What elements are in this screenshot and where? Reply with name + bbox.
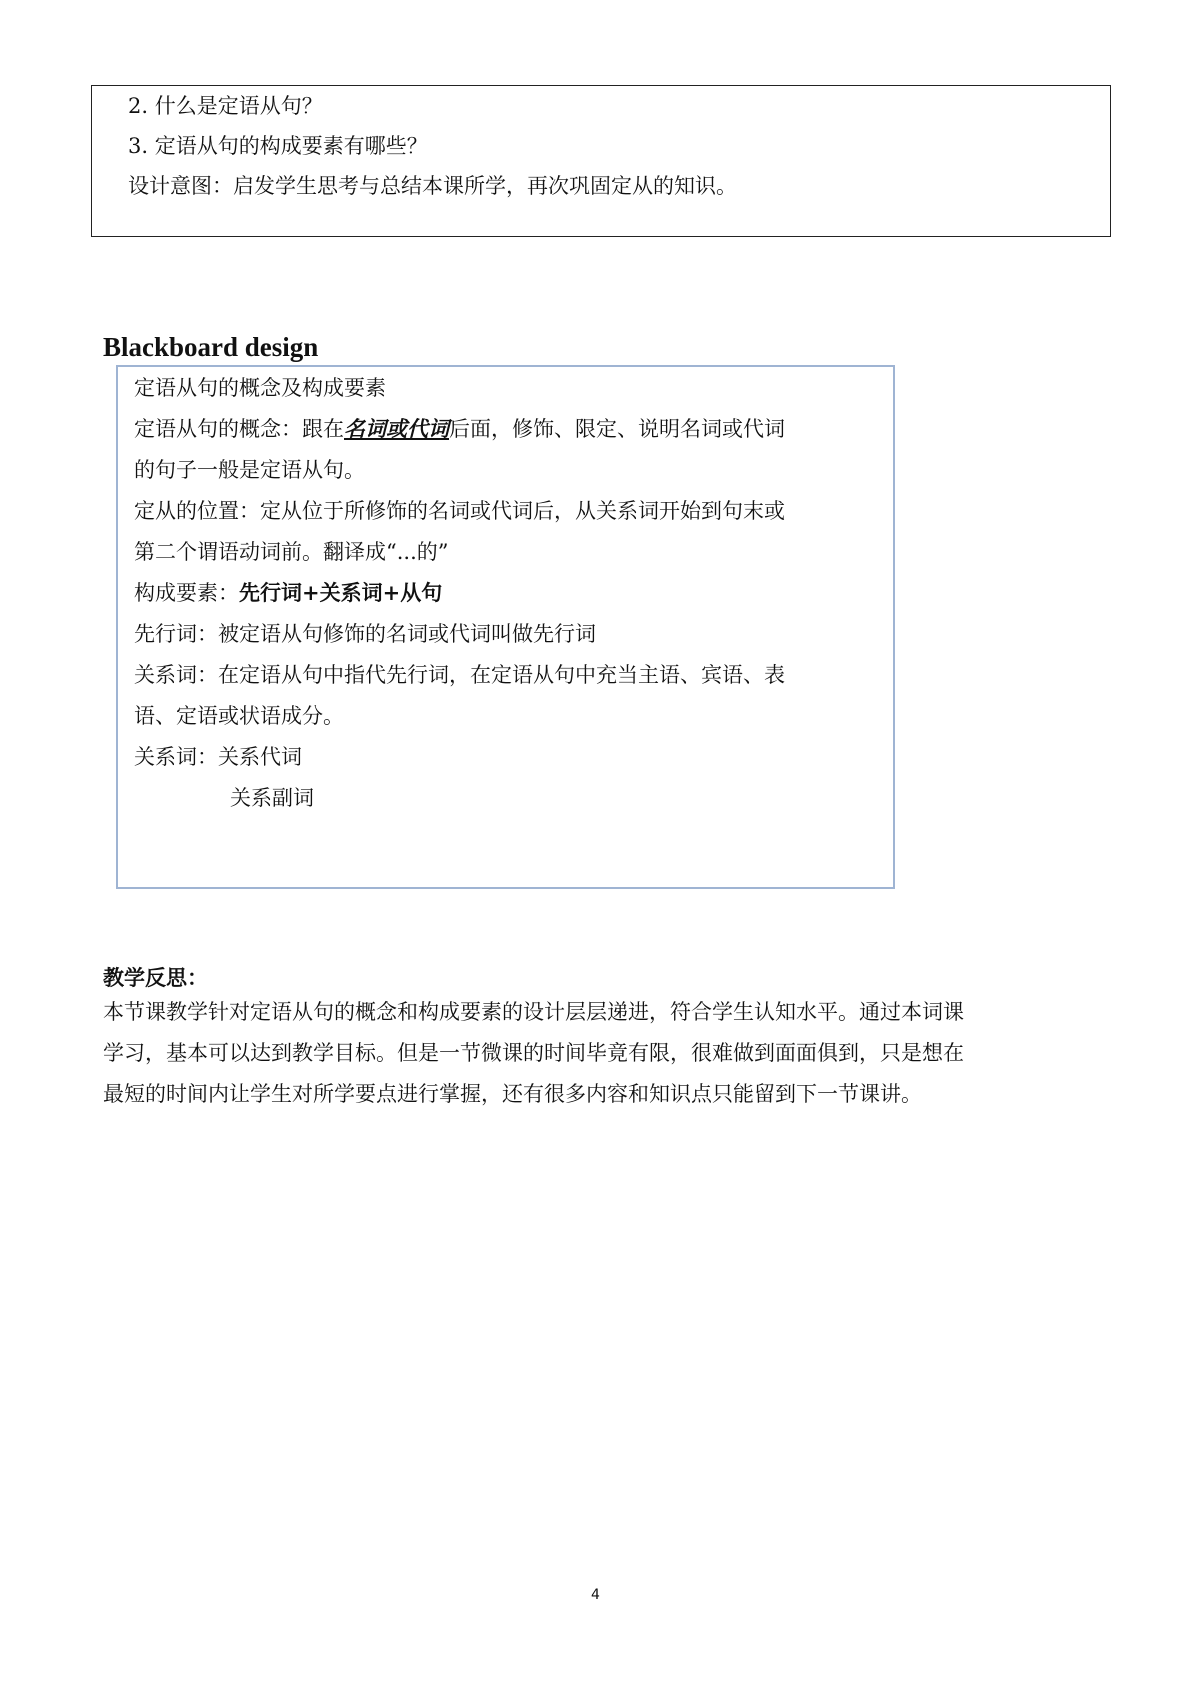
question-3: 3. 定语从句的构成要素有哪些？ [128, 134, 428, 158]
summary-box [91, 85, 1111, 237]
reflection-title: 教学反思： [103, 965, 208, 990]
blackboard-heading: Blackboard design [103, 332, 319, 362]
question-2: 2. 什么是定语从句？ [128, 94, 323, 118]
relative-line-1: 关系词：在定语从句中指代先行词，在定语从句中充当主语、宾语、表 [134, 663, 785, 687]
concept-emphasis: 名词或代词 [344, 416, 449, 441]
blackboard-box [116, 365, 895, 889]
antecedent-line: 先行词：被定语从句修饰的名词或代词叫做先行词 [134, 622, 596, 646]
relative-types-line-2: 关系副词 [230, 786, 314, 810]
relative-types-line-1: 关系词：关系代词 [134, 745, 302, 769]
concept-line-2: 的句子一般是定语从句。 [134, 458, 365, 482]
concept-suffix: 后面，修饰、限定、说明名词或代词 [449, 417, 785, 441]
concept-line-1 [134, 415, 785, 443]
relative-line-2: 语、定语或状语成分。 [134, 704, 344, 728]
reflection-line-1: 本节课教学针对定语从句的概念和构成要素的设计层层递进，符合学生认知水平。通过本词课 [103, 1000, 964, 1024]
design-intent: 设计意图：启发学生思考与总结本课所学，再次巩固定从的知识。 [128, 174, 737, 198]
reflection-line-2: 学习，基本可以达到教学目标。但是一节微课的时间毕竟有限，很难做到面面俱到，只是想在 [103, 1041, 964, 1065]
position-line-2: 第二个谓语动词前。翻译成“...的” [134, 540, 449, 564]
reflection-line-3: 最短的时间内让学生对所学要点进行掌握，还有很多内容和知识点只能留到下一节课讲。 [103, 1082, 922, 1106]
blackboard-title: 定语从句的概念及构成要素 [134, 376, 386, 400]
elements-line [134, 579, 442, 607]
position-line-1: 定从的位置：定从位于所修饰的名词或代词后，从关系词开始到句末或 [134, 499, 785, 523]
elements-value: 先行词+关系词+从句 [239, 580, 443, 605]
elements-label: 构成要素： [134, 581, 239, 605]
page-number: 4 [591, 1587, 600, 1603]
concept-prefix: 定语从句的概念：跟在 [134, 417, 344, 441]
